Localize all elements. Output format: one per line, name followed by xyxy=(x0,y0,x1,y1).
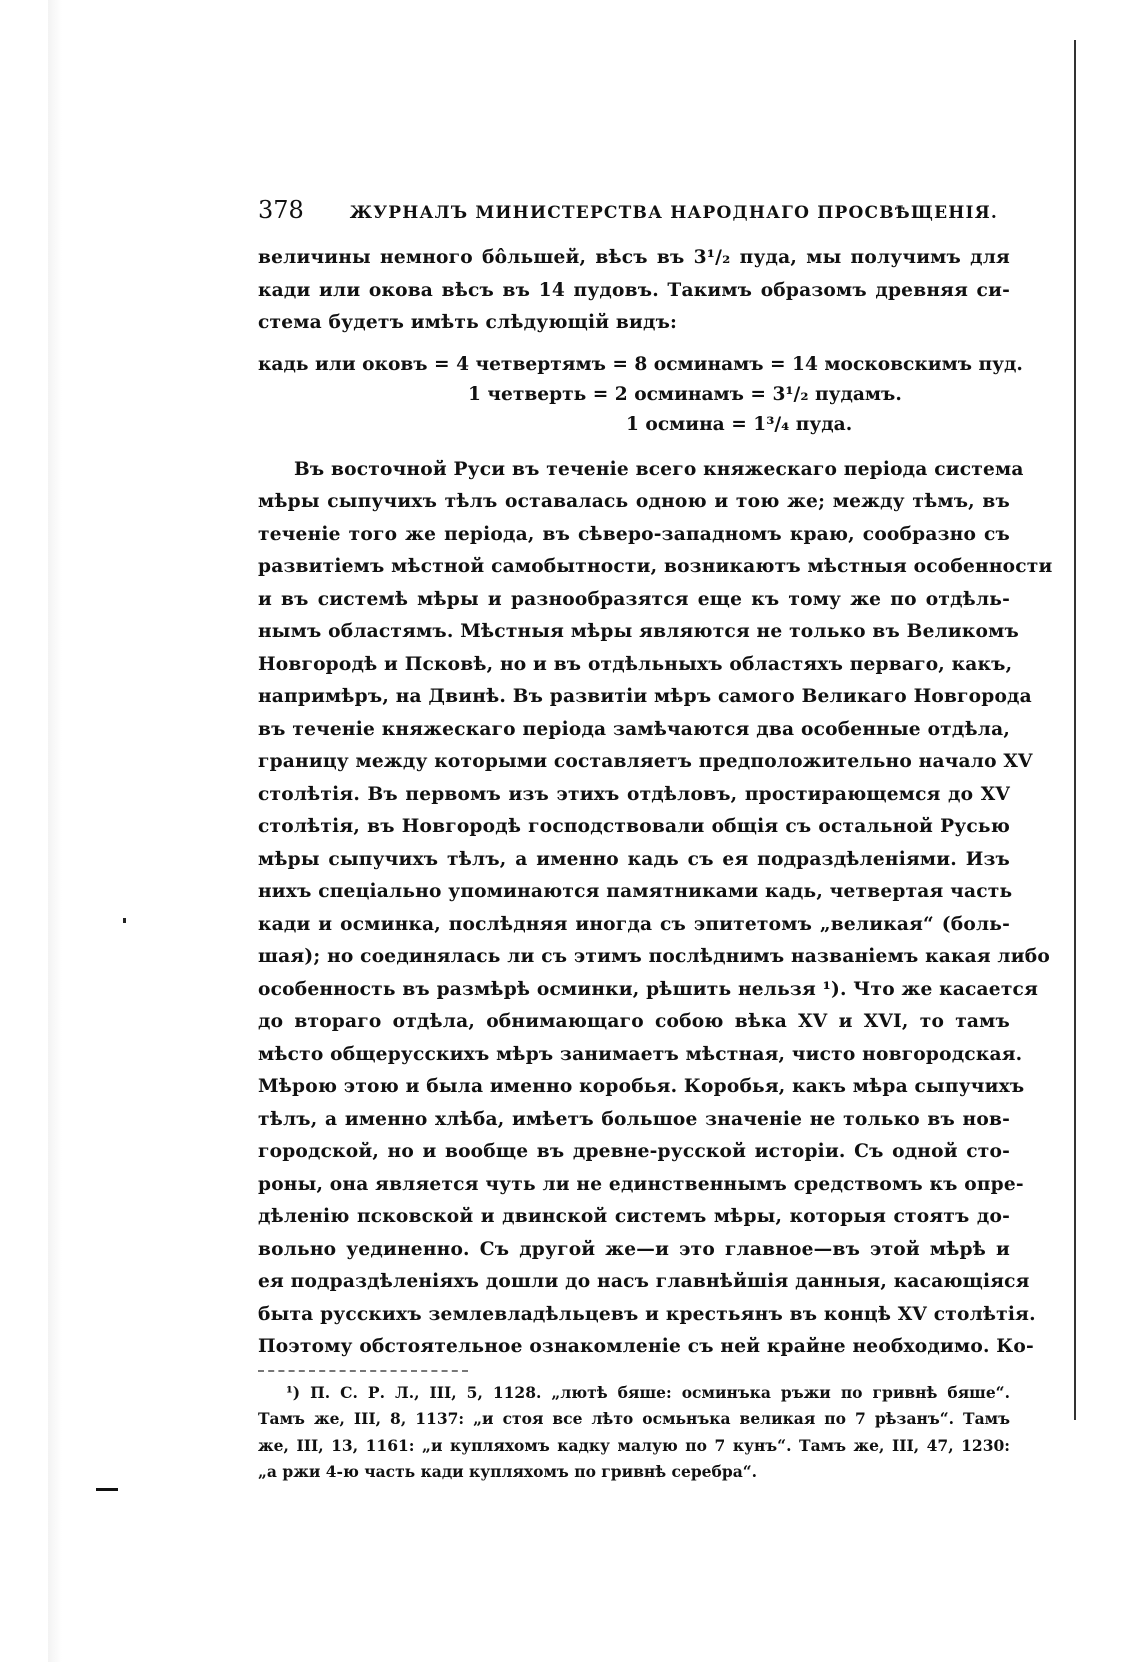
text-line: городской, но и вообще въ древне-русской исторіи. Съ одной сто- xyxy=(258,1141,1010,1162)
text-line: мѣсто общерусскихъ мѣръ занимаетъ мѣстная, чисто новгородская. xyxy=(258,1043,1023,1065)
text-line: тѣлъ, а именно хлѣба, имѣетъ большое значеніе не только въ нов- xyxy=(258,1108,1010,1130)
running-head: ЖУРНАЛЪ МИНИСТЕРСТВА НАРОДНАГО ПРОСВѢЩЕНІЯ. xyxy=(349,203,998,223)
text-line: въ теченіе княжескаго періода замѣчаются два особенные отдѣла, xyxy=(258,718,1010,740)
text-line: особенность въ размѣрѣ осминки, рѣшить нельзя ¹). Что же касается xyxy=(258,978,1039,1000)
text-line: быта русскихъ землевладѣльцевъ и крестьянъ въ концѣ XV столѣтія. xyxy=(258,1303,1036,1325)
text-line: мѣры сыпучихъ тѣлъ оставалась одною и тою же; между тѣмъ, въ xyxy=(258,491,1010,512)
page-number: 378 xyxy=(258,196,304,224)
formula-line: кадь или оковъ = 4 четвертямъ = 8 осминамъ = 14 московскимъ пуд. xyxy=(258,353,1023,375)
footnote-line: Тамъ же, III, 8, 1137: „и стоя все лѣто осмьнъка великая по 7 рѣзанъ“. Тамъ xyxy=(258,1409,1010,1428)
footnote-line: же, III, 13, 1161: „и купляхомъ кадку малую по 7 кунъ“. Тамъ же, III, 47, 1230: xyxy=(258,1435,1010,1455)
text-line: кади или окова вѣсъ въ 14 пудовъ. Такимъ образомъ древняя си- xyxy=(258,279,1010,301)
text-line: до втораго отдѣла, обнимающаго собою вѣка XV и XVI, то тамъ xyxy=(258,1011,1010,1032)
text-line: дѣленію псковской и двинской системъ мѣры, которыя стоятъ до- xyxy=(258,1206,1010,1227)
text-line: теченіе того же періода, въ сѣверо-западномъ краю, сообразно съ xyxy=(258,523,1010,545)
text-line: Поэтому обстоятельное ознакомленіе съ ней крайне необходимо. Ко- xyxy=(258,1336,1034,1357)
footnotes xyxy=(258,1380,1010,1486)
page-content xyxy=(258,196,1053,1486)
text-line: вольно уединенно. Съ другой же—и это главное—въ этой мѣрѣ и xyxy=(258,1238,1010,1260)
page-header xyxy=(258,196,1010,224)
footnote-line: „а ржи 4-ю часть кади купляхомъ по гривнѣ серебра“. xyxy=(258,1462,758,1481)
text-line: и въ системѣ мѣры и разнообразятся еще къ тому же по отдѣль- xyxy=(258,588,1010,610)
text-line: столѣтія, въ Новгородѣ господствовали общія съ остальной Русью xyxy=(258,816,1010,837)
gutter-rule xyxy=(1074,40,1076,1420)
text-line: развитіемъ мѣстной самобытности, возникаютъ мѣстныя особенности xyxy=(258,556,1053,577)
text-line: величины немного бо̂льшей, вѣсъ въ 3¹/₂ пуда, мы получимъ для xyxy=(258,247,1010,268)
text-line: нихъ спеціально упоминаются памятниками кадь, четвертая часть xyxy=(258,881,1013,902)
text-line: мѣры сыпучихъ тѣлъ, а именно кадь съ ея подраздѣленіями. Изъ xyxy=(258,848,1010,870)
text-line: ея подраздѣленіяхъ дошли до насъ главнѣйшія данныя, касающіяся xyxy=(258,1271,1030,1292)
text-line: кади и осминка, послѣдняя иногда съ эпитетомъ „великая“ (боль- xyxy=(258,913,1010,935)
text-line: напримѣръ, на Двинѣ. Въ развитіи мѣръ самого Великаго Новгорода xyxy=(258,686,1032,707)
text-line: Въ восточной Руси въ теченіе всего княжескаго періода система xyxy=(294,458,1024,480)
text-line: нымъ областямъ. Мѣстныя мѣры являются не только въ Великомъ xyxy=(258,621,1019,642)
text-line: шая); но соединялась ли съ этимъ послѣднимъ названіемъ какая либо xyxy=(258,946,1050,967)
footnote-divider xyxy=(258,1370,468,1372)
page-edge-shadow xyxy=(48,0,62,1662)
text-line: Новгородѣ и Псковѣ, но и въ отдѣльныхъ областяхъ перваго, какъ, xyxy=(258,653,1013,675)
main-paragraph xyxy=(258,454,1053,1364)
margin-dash xyxy=(96,1488,118,1491)
intro-paragraph xyxy=(258,242,1010,340)
text-line: границу между которыми составляетъ предположительно начало XV xyxy=(258,751,1033,772)
text-line: столѣтія. Въ первомъ изъ этихъ отдѣловъ, простирающемся до XV xyxy=(258,783,1010,805)
formula-line: 1 осмина = 1³/₄ пуда. xyxy=(626,413,853,435)
formula-line: 1 четверть = 2 осминамъ = 3¹/₂ пудамъ. xyxy=(468,383,902,405)
text-line: роны, она является чуть ли не единственнымъ средствомъ къ опре- xyxy=(258,1173,1024,1195)
text-line: стема будетъ имѣть слѣдующій видъ: xyxy=(258,312,678,333)
text-line: Мѣрою этою и была именно коробья. Коробья, какъ мѣра сыпучихъ xyxy=(258,1076,1025,1097)
margin-mark xyxy=(123,918,126,923)
measure-formula xyxy=(258,350,1023,440)
footnote-line: ¹) П. С. Р. Л., III, 5, 1128. „лютѣ бяше: осминъка ръжи по гривнѣ бяше“. xyxy=(286,1382,1010,1402)
